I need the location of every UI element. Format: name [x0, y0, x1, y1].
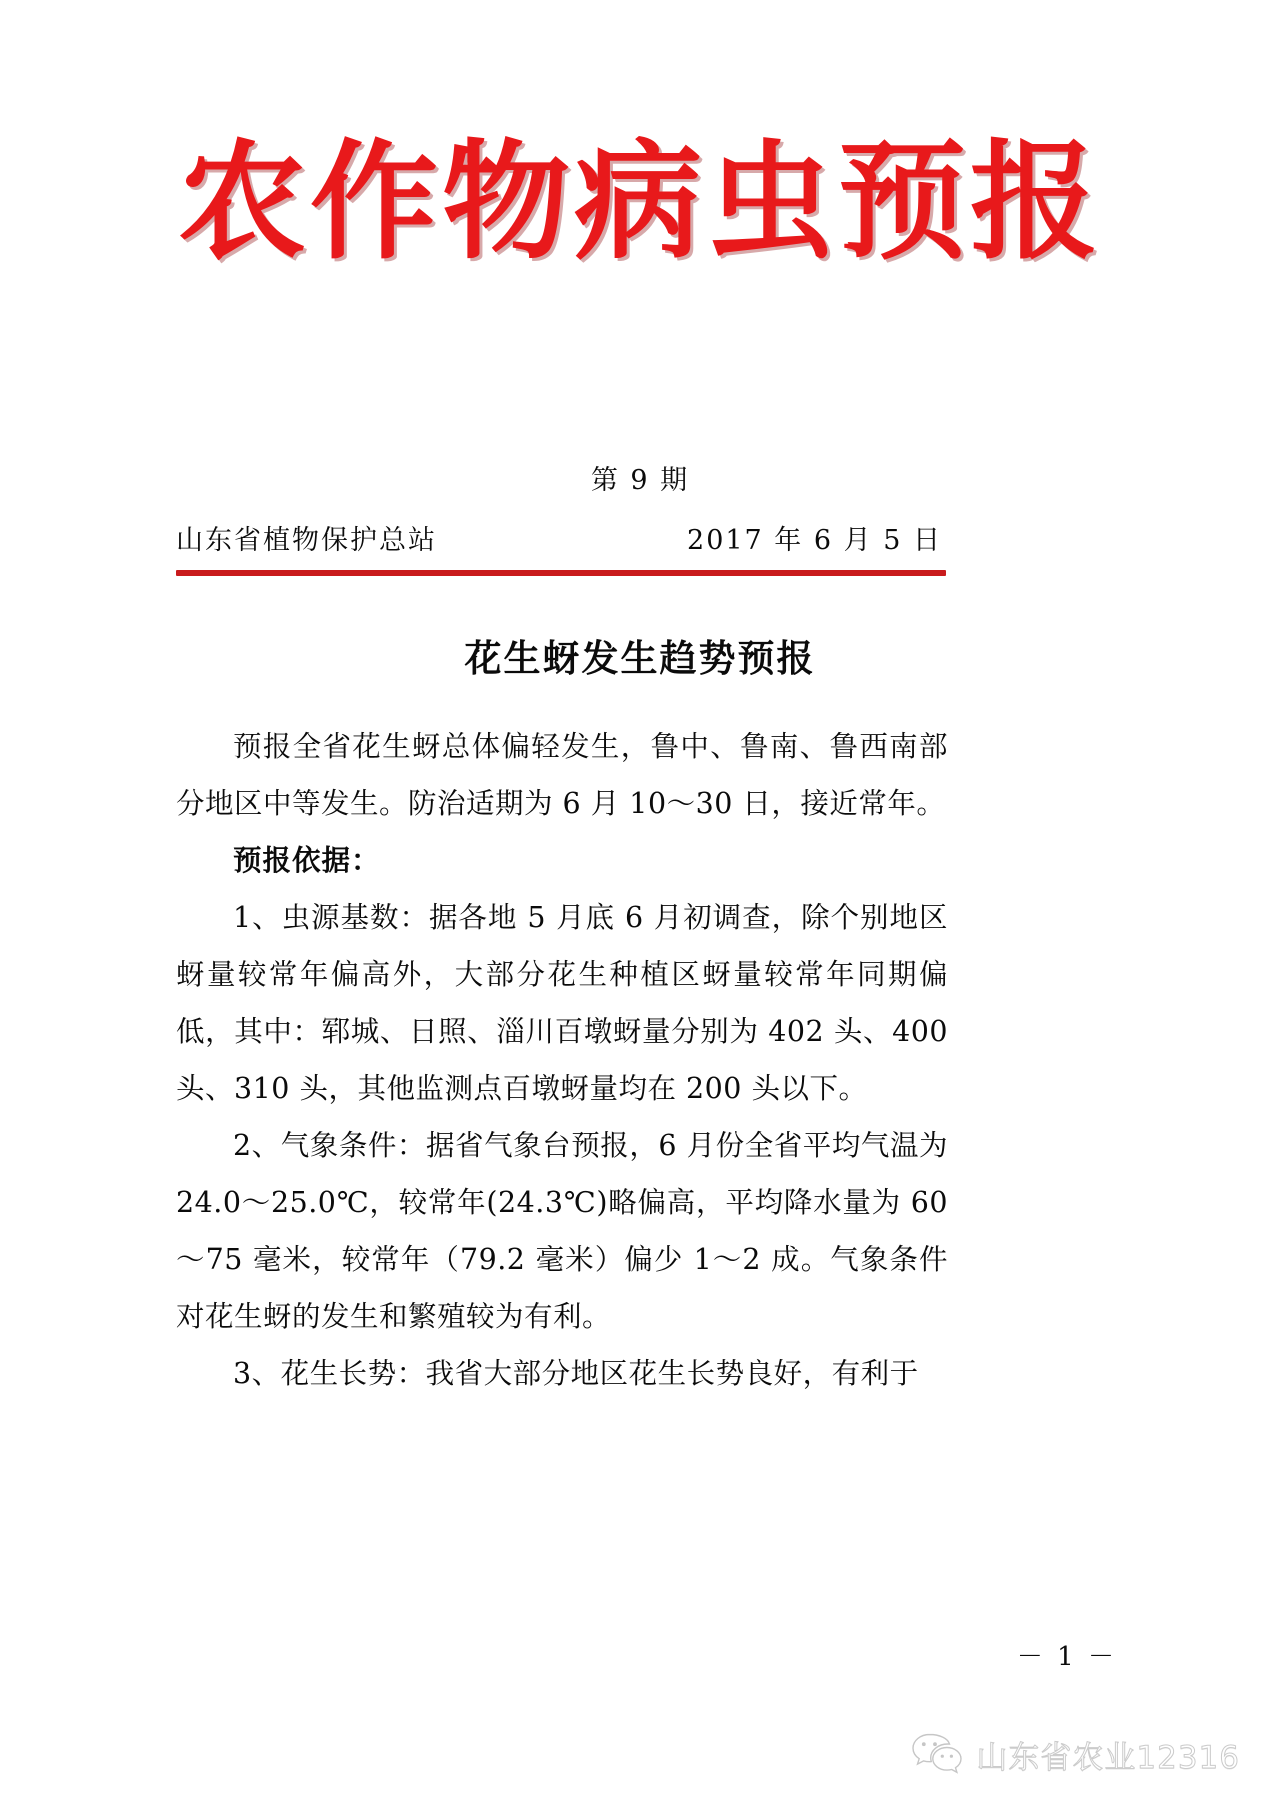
paragraph-basis-heading: 预报依据： [233, 843, 381, 877]
paragraph-item-1: 1、虫源基数：据各地 5 月底 6 月初调查，除个别地区蚜量较常年偏高外，大部分花生种植区蚜量较常年同期偏低，其中：郓城、日照、淄川百墩蚜量分别为 402 头、400 头、310 头，其他监测点百墩蚜量均在 200 头以下。 [176, 901, 948, 1105]
masthead-title: 农作物病虫预报 [177, 127, 1102, 277]
masthead [0, 127, 1280, 277]
paragraph-item-2: 2、气象条件：据省气象台预报，6 月份全省平均气温为 24.0～25.0℃，较常年(24.3℃)略偏高，平均降水量为 60～75 毫米，较常年（79.2 毫米）偏少 1～2 成。气象条件对花生蚜的发生和繁殖较为有利。 [176, 1129, 948, 1333]
watermark [910, 1731, 1240, 1777]
issue-number: 第 9 期 [590, 465, 690, 496]
article-body [176, 718, 948, 1402]
wechat-icon [910, 1731, 964, 1777]
issue-date: 2017 年 6 月 5 日 [687, 525, 942, 556]
watermark-label: 山东省农业12316 [976, 1739, 1240, 1776]
header-divider [176, 570, 946, 576]
issue-meta-row [176, 518, 946, 557]
issuer-name: 山东省植物保护总站 [176, 525, 437, 556]
paragraph-item-3: 3、花生长势：我省大部分地区花生长势良好，有利于 [233, 1357, 919, 1390]
article-title: 花生蚜发生趋势预报 [464, 636, 816, 680]
paragraph-summary: 预报全省花生蚜总体偏轻发生，鲁中、鲁南、鲁西南部分地区中等发生。防治适期为 6 月 10～30 日，接近常年。 [176, 730, 948, 820]
page-number: － 1 － [1016, 1642, 1117, 1672]
